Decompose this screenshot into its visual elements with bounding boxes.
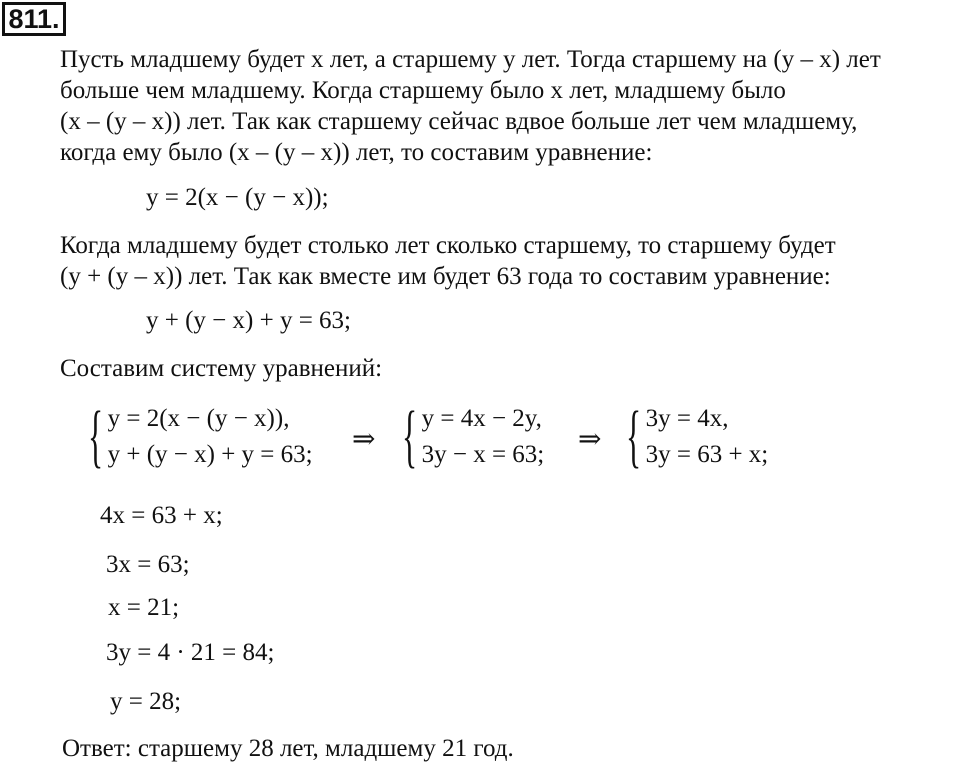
step-equation: 3x = 63; (106, 551, 190, 578)
text-line: Пусть младшему будет x лет, а старшему y лет. Тогда старшему на (y – x) лет (60, 46, 881, 73)
system-line: y = 4x − 2y, (421, 405, 542, 432)
system-line: y + (y − x) + y = 63; (107, 441, 313, 468)
answer-text: Ответ: старшему 28 лет, младшему 21 год. (62, 735, 514, 762)
system-line: 3y − x = 63; (421, 441, 545, 468)
equation-1: y = 2(x − (y − x)); (146, 184, 329, 211)
system-line: y = 2(x − (y − x)), (107, 405, 290, 432)
equation-2: y + (y − x) + y = 63; (146, 307, 351, 334)
brace-icon: { (402, 398, 418, 475)
step-equation: 3y = 4 · 21 = 84; (106, 639, 275, 666)
paragraph-intro (60, 44, 881, 168)
system-3 (626, 398, 769, 475)
system-line: 3y = 63 + x; (645, 441, 769, 468)
implies-arrow: ⇒ (352, 424, 376, 455)
system-line: 3y = 4x, (645, 405, 729, 432)
text-line: (y + (y – x)) лет. Так как вместе им будет 63 года то составим уравнение: (60, 263, 831, 290)
system-1 (88, 398, 313, 475)
text-line: (x – (y – x)) лет. Так как старшему сейчас вдвое больше лет чем младшему, (60, 108, 858, 135)
step-equation: y = 28; (110, 688, 182, 715)
step-equation: 4x = 63 + x; (100, 502, 223, 529)
text-line: когда ему было (x – (y – x)) лет, то составим уравнение: (60, 139, 653, 166)
brace-icon: { (626, 398, 642, 475)
text-line: больше чем младшему. Когда старшему было x лет, младшему было (60, 77, 786, 104)
paragraph-second (60, 230, 836, 292)
brace-icon: { (88, 398, 104, 475)
problem-number: 811. (2, 2, 66, 36)
system-2 (402, 398, 545, 475)
implies-arrow: ⇒ (578, 424, 602, 455)
paragraph-system-intro: Составим систему уравнений: (60, 355, 383, 382)
text-line: Когда младшему будет столько лет сколько старшему, то старшему будет (60, 232, 836, 259)
step-equation: x = 21; (108, 594, 180, 621)
